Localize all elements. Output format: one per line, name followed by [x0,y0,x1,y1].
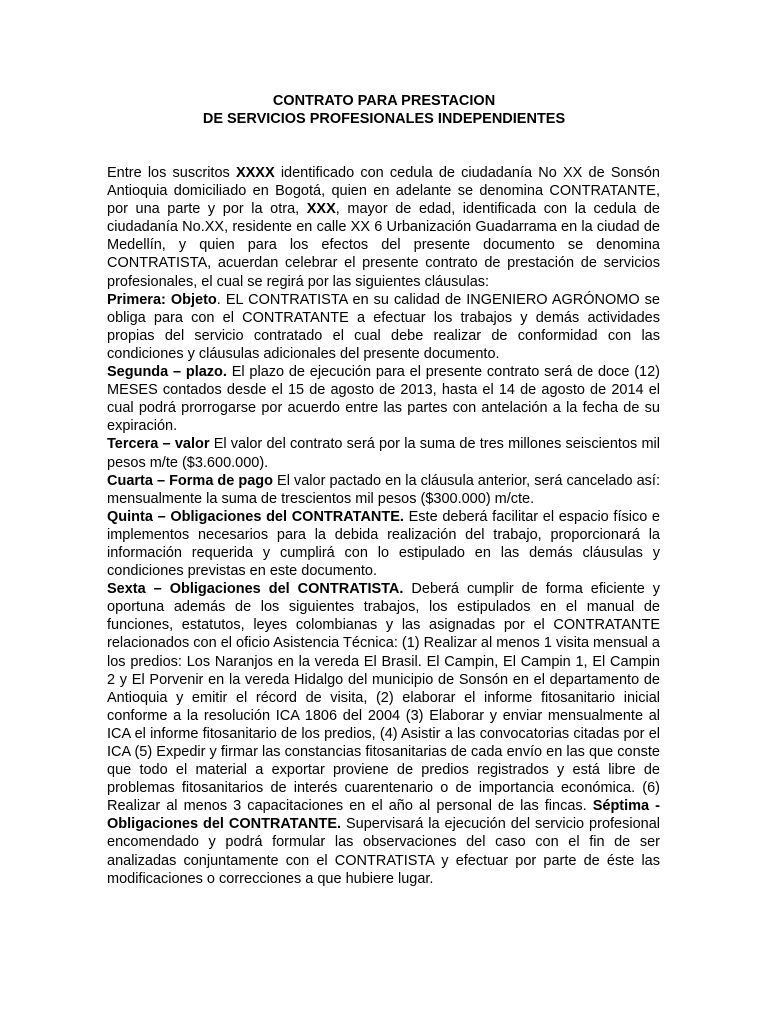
clause-cuarta [107,472,660,508]
clause-primera [107,291,660,363]
intro-paragraph [107,164,660,291]
clause-text: Este deberá facilitar el espacio físico e implementos necesarios para la debida realización del trabajo, proporcionará la información requerida y cumplirá con lo estipulado en las demás cláusulas y condiciones previstas en este documento. [107,508,661,580]
contract-body [107,164,660,888]
clause-heading: Quinta – Obligaciones del CONTRATANTE. [107,508,404,525]
contratante-name: XXXX [235,165,275,181]
contratista-name: XXX [306,201,336,218]
clause-tercera [107,435,660,471]
clause-heading: Primera: Objeto [107,291,217,308]
clause-heading: Cuarta – Forma de pago [107,472,274,489]
clause-text: El plazo de ejecución para el presente contrato será de doce (12) MESES contados desde el 15 de agosto de 2013, hasta el 14 de agosto de 2014 el cual podrá prorrogarse por acuerdo entre las partes con antelación a la fecha de su expiración. [107,364,661,435]
clause-text: El valor pactado en la cláusula anterior, será cancelado así: mensualmente la suma de trescientos mil pesos ($300.000) m/cte. [107,472,660,507]
clause-quinta [107,508,660,580]
intro-text-1: Entre los suscritos [107,165,236,181]
intro-text-2: identificado con cedula de ciudadanía No XX de Sonsón Antioquia domiciliado en Bogotá, quien en adelante se denomina CONTRATANTE, por una parte y por la otra, [107,165,660,218]
clause-heading: Tercera – valor [107,436,210,453]
clause-segunda [107,363,660,435]
clause-heading: Segunda – plazo. [107,364,227,381]
clause-text-septima: Supervisará la ejecución del servicio profesional encomendado y podrá formular las observaciones del caso con el fin de ser analizadas conjuntamente con el CONTRATISTA y efectuar por parte de éste las modificaciones o correcciones a que hubiere lugar. [107,816,660,887]
clause-heading-septima: Séptima - Obligaciones del CONTRATANTE. [107,798,661,833]
document-title-line-1: CONTRATO PARA PRESTACION [272,93,496,109]
intro-text-3: , mayor de edad, identificada con la cedula de ciudadanía No.XX, residente en calle XX 6 Urbanización Guadarrama en la ciudad de Medellín, y quien para los efectos del presente documento se denomina CONTRATISTA, acuerdan celebrar el presente contrato de prestación de servicios profesionales, el cual se regirá por las siguientes cláusulas: [107,201,660,290]
document-title-line-2: DE SERVICIOS PROFESIONALES INDEPENDIENTES [202,111,566,127]
clause-sexta [107,580,660,888]
clause-text: El valor del contrato será por la suma de tres millones seiscientos mil pesos m/te ($3.600.000). [107,436,660,471]
clause-heading: Sexta – Obligaciones del CONTRATISTA. [107,581,404,598]
clause-text: . EL CONTRATISTA en su calidad de INGENIERO AGRÓNOMO se obliga para con el CONTRATANTE a efectuar los trabajos y demás actividades propias del servicio contratado el cual debe realizar de conformidad con las condiciones y cláusulas adicionales del presente documento. [107,291,660,362]
clause-text: Deberá cumplir de forma eficiente y oportuna además de los siguientes trabajos, los estipulados en el manual de funciones, estatutos, leyes colombianas y las asignadas por el CONTRATANTE relacionados con el oficio Asistencia Técnica: (1) Realizar al menos 1 visita mensual a los predios: Los Naranjos en la vereda El Brasil. El Campin, El Campin 1, El Campin 2 y El Porvenir en la vereda Hidalgo del municipio de Sonsón en el departamento de Antioquia y emitir el récord de visita, (2) elaborar el informe fitosanitario inicial conforme a la resolución ICA 1806 del 2004 (3) Elaborar y enviar mensualmente al ICA el informe fitosanitario de los predios, (4) Asistir a las convocatorias citadas por el ICA (5) Expedir y firmar las constancias fitosanitarias de cada envío en las que conste que todo el material a exportar proviene de predios registrados y está libre de problemas fitosanitarios de interés cuarentenario o de importancia económica. (6) Realizar al menos 3 capacitaciones en el año al personal de las fincas. [107,581,661,815]
